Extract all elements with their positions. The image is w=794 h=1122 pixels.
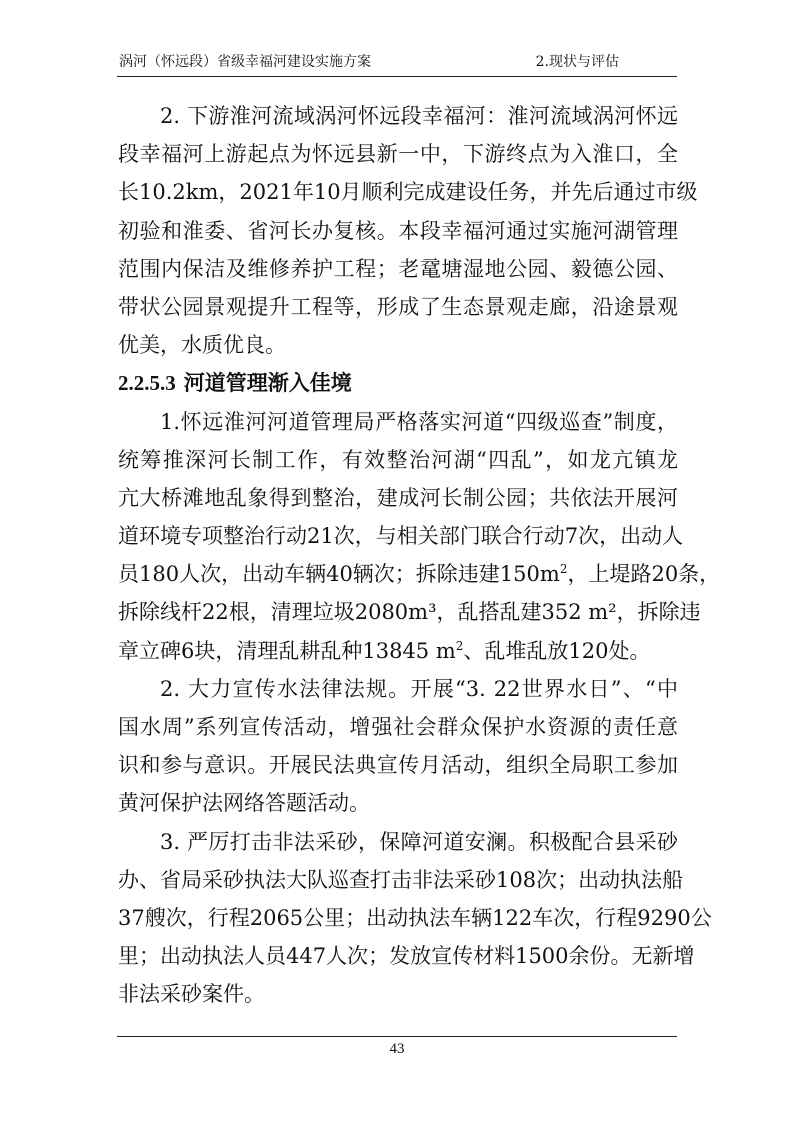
text-line — [118, 632, 678, 670]
text-line: 优美，水质优良。 — [118, 333, 286, 358]
footer-rule — [117, 1036, 677, 1037]
page-header — [117, 48, 677, 77]
text-line: 国水周”系列宣传活动，增强社会群众保护水资源的责任意 — [118, 715, 678, 739]
text-segment: 章立碑6块，清理乱耕乱种13845 m — [118, 638, 456, 663]
paragraph-water-law-publicity — [118, 670, 678, 823]
section-heading — [118, 364, 678, 402]
section-title: 河道管理渐入佳境 — [183, 371, 352, 396]
text-line: 道环境专项整治行动21次，与相关部门联合行动7次，出动人 — [118, 524, 684, 549]
page-number: 43 — [389, 1041, 405, 1057]
text-line: 拆除线杆22根，清理垃圾2080m³，乱搭乱建352 m²，拆除违 — [118, 600, 701, 625]
text-line: 办、省局采砂执法大队巡查打击非法采砂108次；出动执法船 — [118, 867, 684, 892]
paragraph-illegal-sand-mining — [118, 823, 712, 1014]
chapter-title: 2.现状与评估 — [535, 54, 619, 70]
text-line: 3. 严厉打击非法采砂，保障河道安澜。积极配合县采砂 — [160, 829, 678, 854]
text-line: 范围内保洁及维修养护工程；老鼋塘湿地公园、毅德公园、 — [118, 256, 678, 281]
superscript: 2 — [559, 562, 568, 577]
text-line: 长10.2km，2021年10月顺利完成建设任务，并先后通过市级 — [118, 180, 698, 205]
page-content — [118, 97, 721, 1014]
text-segment: 员180人次，出动车辆40辆次；拆除违建150m — [118, 562, 560, 587]
text-line — [118, 555, 721, 593]
text-line: 初验和淮委、省河长办复核。本段幸福河通过实施河湖管理 — [118, 218, 678, 243]
text-segment: ，上堤路20条， — [567, 562, 721, 587]
text-line: 非法采砂案件。 — [118, 982, 265, 1007]
text-line: 2. 下游淮河流域涡河怀远段幸福河：淮河流域涡河怀远 — [160, 104, 678, 128]
document-title: 涡河（怀远段）省级幸福河建设实施方案 — [119, 54, 371, 70]
text-line: 里；出动执法人员447人次；发放宣传材料1500余份。无新增 — [118, 944, 695, 969]
text-line: 37艘次，行程2065公里；出动执法车辆122车次，行程9290公 — [118, 905, 712, 930]
text-line: 统筹推深河长制工作，有效整治河湖“四乱”，如龙亢镇龙 — [118, 447, 678, 472]
text-line: 黄河保护法网络答题活动。 — [118, 791, 370, 816]
text-line: 段幸福河上游起点为怀远县新一中，下游终点为入淮口，全 — [118, 142, 678, 167]
text-line: 识和参与意识。开展民法典宣传月活动，组织全局职工参加 — [118, 753, 678, 778]
paragraph-river-management — [118, 403, 721, 670]
paragraph-downstream-happy-river — [118, 97, 698, 364]
text-segment: 、乱堆乱放120处。 — [463, 638, 651, 663]
text-line: 亢大桥滩地乱象得到整治，建成河长制公园；共依法开展河 — [118, 485, 678, 510]
superscript: 2 — [455, 638, 464, 653]
text-line: 带状公园景观提升工程等，形成了生态景观走廊，沿途景观 — [118, 294, 678, 319]
text-line: 1.怀远淮河河道管理局严格落实河道“四级巡查”制度， — [160, 409, 678, 434]
section-number: 2.2.5.3 — [118, 371, 176, 396]
text-line: 2. 大力宣传水法律法规。开展“3. 22世界水日”、“中 — [160, 676, 678, 701]
